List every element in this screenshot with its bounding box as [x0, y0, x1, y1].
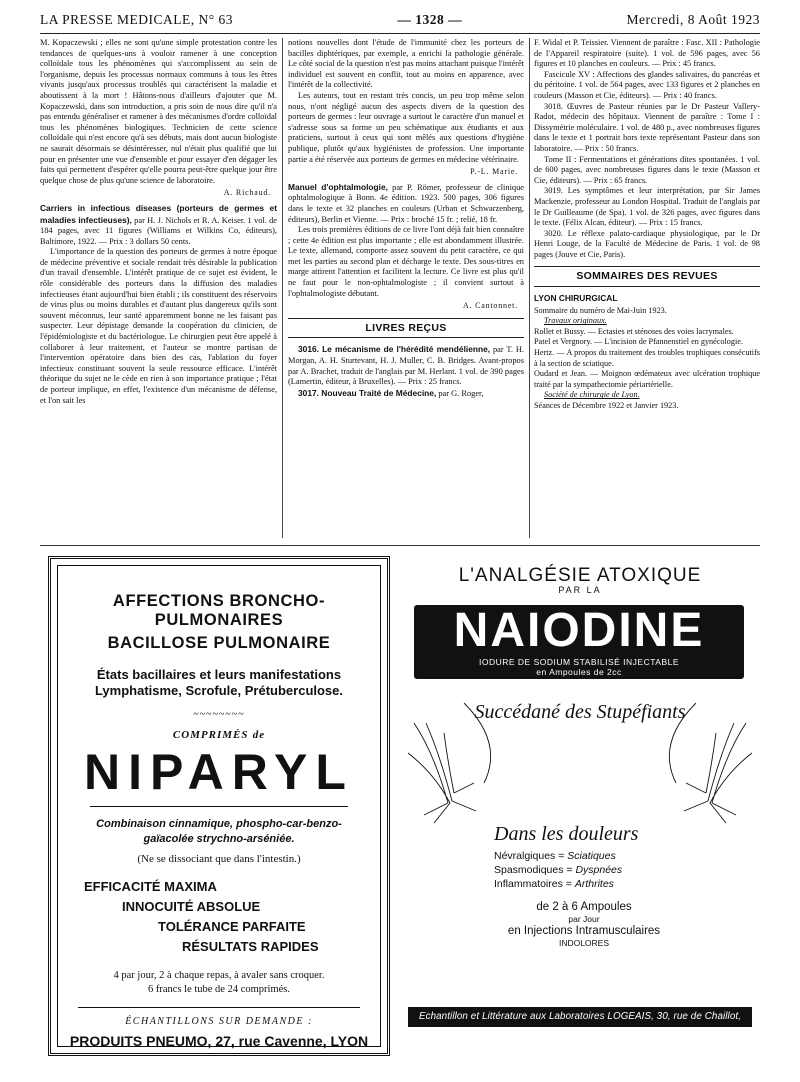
item-title: 3017. Nouveau Traité de Médecine, [298, 387, 437, 398]
page-number: — 1328 — [397, 12, 463, 27]
naiodine-tagline: L'ANALGÉSIE ATOXIQUE [458, 565, 702, 586]
book-title: Manuel d'ophtalmologie, [288, 181, 388, 192]
niparyl-rule [78, 1007, 360, 1008]
niparyl-composition: Combinaison cinnamique, phospho-car-benzo- [96, 818, 342, 830]
ads-divider [40, 545, 760, 546]
lyon-subheading: Travaux originaux. [544, 316, 607, 326]
item-info: par T. H. Morgan, A. H. Sturtevant, H. J. Muller, C. B. Bridges. Avant-propos par A. Brachet, traduit de l'anglais par M. Herlant. 1 vol. de 390 pages (Lamertin, éditeur, à Bruxelles). — Prix : 25 francs. [288, 345, 524, 387]
niparyl-claim: RÉSULTATS RAPIDES [182, 939, 319, 954]
niparyl-composition: gaïacolée strychno-arséniée. [143, 833, 295, 845]
niparyl-rule [90, 806, 348, 807]
review-signature: P.-L. Marie. [470, 167, 518, 177]
book-listing: 3018. Œuvres de Pasteur réunies par le Dr Pasteur Vallery-Radot, médecin des hôpitaux. Viennent de paraître : Tome I : Dissymétrie moléculaire. 1 vol. de 480 p., avec nombreuses figures dans le texte et 1 portrait hors texte représentant Pasteur dans son laboratoire. — Prix : 50 francs. [534, 101, 760, 153]
lyon-subheading: Société de chirurgie de Lyon. [544, 390, 640, 400]
niparyl-note: (Ne se dissociant que dans l'intestin.) [137, 853, 301, 865]
naiodine-parla: PAR LA [558, 585, 602, 595]
naiodine-subtitle: Succédané des Stupéfiants [474, 701, 686, 723]
journal-name: LA PRESSE MEDICALE, N° 63 [40, 12, 234, 27]
column-2 [288, 38, 524, 538]
page-header [40, 10, 760, 30]
lyon-summary: Sommaire du numéro de Mai-Juin 1923. [534, 305, 667, 315]
review-paragraph: notions nouvelles dont l'étude de l'immunité chez les porteurs de bacilles diphtériques, par exemple, a enrichi la pathologie générale. Le côté social de la question n'est pas moins attachant puisque l'intérêt individuel est souvent en conflit, tout au moins en apparence, avec l'intérêt de la collectivité. [288, 38, 524, 90]
niparyl-claim: INNOCUITÉ ABSOLUE [122, 899, 261, 914]
book-title: Carriers in infectious diseases (porteurs de germes et maladies infectieuses), [40, 202, 277, 225]
review-paragraph: M. Kopaczewski ; elles ne sont qu'une simple protestation contre les tendances de quelques-uns à vouloir ramener à une conception colloïdale tous les phénomènes qui s'accomplissent au sein de l'organisme, depuis les processus normaux communs à tous les êtres vivants jusqu'aux processus troublés qui caractérisent la maladie et aboutissent à la mort ! Hâtons-nous d'ailleurs d'ajouter que M. Kopaczewski, dans son introduction, a pris soin de nous dire qu'il n'a pas entendu généraliser et ramener à des mécanismes d'ordre colloïdal tous les phénomènes biologiques. Technicien de cette science colloïdale qui n'est encore qu'à ses débuts, mais dont aucun biologiste ne saurait désormais se désintéresser, nul n'était plus qualifié que lui pour en présenter une vue d'ensemble et pour essayer d'en dégager les faits qui permettent d'espérer qu'elle pourra peut-être quelque jour être quelque chose de plus qu'une science de laboratoire. [40, 38, 277, 185]
section-heading-sommaires: SOMMAIRES DES REVUES [534, 266, 760, 287]
column-3 [534, 38, 760, 538]
header-rule [40, 33, 760, 34]
lyon-entry: Hertz. — A propos du traitement des troubles trophiques consécutifs à la section de sciatique. [534, 348, 760, 368]
wavy-divider: ~~~~~~~~ [193, 709, 245, 720]
niparyl-producer: PRODUITS PNEUMO, 27, rue Cavenne, LYON [69, 1033, 369, 1049]
naiodine-advertisement [404, 565, 756, 1042]
niparyl-indication: États bacillaires et leurs manifestations [96, 667, 342, 682]
book-listing: F. Widal et P. Teissier. Viennent de paraître : Fasc. XII : Pathologie de l'Appareil respiratoire (suite). 1 vol. de 596 pages, avec 56 figures et 10 planches en couleurs. — Prix : 45 francs. [534, 38, 760, 69]
niparyl-claim: TOLÉRANCE PARFAITE [158, 919, 306, 934]
column-1 [40, 38, 277, 538]
niparyl-price: 6 francs le tube de 24 comprimés. [148, 984, 290, 995]
lyon-entry: Séances de Décembre 1922 et Janvier 1923. [534, 401, 679, 410]
review-paragraph: L'importance de la question des porteurs de germes à notre époque de médecine préventive et sociale rendait très désirable la publication d'un travail d'ensemble. L'intérêt pratique de ce sujet est évident, le rôle considérable des porteurs dans la diffusion des maladies infectieuses étant aujourd'hui bien établi ; ils constituent des réservoirs de virus plus ou moins durables et d'autant plus dangereux qu'ils sont souvent méconnus, leur santé apparemment bonne ne les faisant pas suspecter. Leur dépistage demande la coopération du clinicien, de l'épidémiologiste et du bactériologue. Le chirurgien peut être appelé à collaborer à leur traitement, et l'auteur se montre partisan de l'intervention opératoire dans bien des cas, l'ablation du foyer infectieux constituant souvent la seule ressource efficace. L'intérêt théorique du sujet ne le cède en rien à son importance pratique ; l'état de porteur implique, en effet, l'existence d'un mécanisme de défense, et l'on sait les [40, 247, 277, 405]
naiodine-dosage: de 2 à 6 Ampoules par Jour en Injections Intramusculaires INDOLORES [507, 901, 661, 948]
book-listing: Tome II : Fermentations et générations dites spontanées. 1 vol. de 600 pages, avec nombreuses figures dans le texte (Masson et Cie, éditeurs). — Prix : 65 francs. [534, 154, 760, 185]
item-title: 3016. Le mécanisme de l'hérédité mendélienne, [298, 344, 491, 355]
naiodine-ampoules: en Ampoules de 2cc [536, 667, 622, 677]
lyon-entry: Oudard et Jean. — Moignon œdémateux avec ulcération trophique traité par la sympathectomie périartérielle. [534, 369, 760, 389]
niparyl-indication: Lymphatisme, Scrofule, Prétuberculose. [94, 683, 344, 698]
review-signature: A. Richaud. [223, 188, 271, 198]
review-paragraph: Les auteurs, tout en restant très concis, un peu trop même selon nous, n'ont négligé aucun des aspects divers de la question des porteurs de germes : leur ouvrage a surtout le caractère d'un manuel et s'adresse sous sa forme un peu schématique aux étudiants et aux praticiens, surtout à ceux qui sont mêlés aux questions d'hygiène publique, plutôt qu'aux hygiénistes de profession. Une importante partie a été réservée aux porteurs de germes en médecine vétérinaire. [288, 90, 524, 164]
review-paragraph: Les trois premières éditions de ce livre l'ont déjà fait bien connaître ; cette 4e édition est plus importante ; elle est abondamment illustrée. Le texte, allemand, comporte assez souvent du petit caractère, ce qui met les parties au second plan et décharge le texte. Des sous-titres en marge attirent l'attention et facilitent la lecture. Ce livre est plus qu'il ne faut pour le non-ophtalmologiste ; il convient surtout à l'ophtalmologiste débutant. [288, 225, 524, 298]
niparyl-heading-1: AFFECTIONS BRONCHO-PULMONAIRES [112, 592, 326, 629]
niparyl-brand: NIPARYL [84, 744, 354, 800]
column-divider [529, 38, 530, 538]
nerve-illustration [404, 683, 756, 833]
book-info: par H. J. Nichols et R. A. Keiser. 1 vol. de 184 pages, avec 11 figures (Williams et Wilkins Co, éditeurs), Baltimore, 1922. — Prix : 3 dollars 50 cents. [40, 215, 277, 246]
book-info: par P. Römer, professeur de clinique ophtalmologique à Bonn. 4e édition. 1923. 500 pages, 306 figures dans le texte et 32 planches en couleurs (Urban et Schwarzenberg, éditeurs), Berlin et Vienne. — Prix : broché 15 fr. ; relié, 18 fr. [288, 182, 524, 224]
section-heading-livres-recus: LIVRES REÇUS [288, 318, 524, 339]
naiodine-douleurs: Dans les douleurs [494, 823, 639, 845]
issue-date: Mercredi, 8 Août 1923 [626, 12, 760, 27]
book-listing: 3019. Les symptômes et leur interprétation, par Sir James Mackenzie, professeur au London Hospital. Traduit de l'anglais par le Dr Guilleaume (de Spa). 1 vol. de 326 pages, avec figures dans le texte. (Félix Alcan, éditeur). — Prix : 15 francs. [534, 186, 760, 228]
niparyl-claim: EFFICACITÉ MAXIMA [84, 879, 217, 894]
naiodine-brand: NAIODINE [453, 604, 705, 657]
niparyl-inner-frame [57, 565, 381, 1047]
book-listing: 3020. Le réflexe palato-cardiaque physiologique, par le Dr Henri Louge, de la Faculté de Médecine de Paris. 1 vol. de 98 pages (Jouve et Cie, Paris). [534, 228, 760, 259]
naiodine-composition: IODURE DE SODIUM STABILISÉ INJECTABLE [478, 657, 680, 667]
lyon-entry: Rollet et Bussy. — Ectasies et sténoses des voies lacrymales. [534, 326, 734, 336]
niparyl-heading-2: BACILLOSE PULMONAIRE [107, 634, 331, 652]
niparyl-advertisement [48, 556, 390, 1056]
naiodine-banner [414, 605, 744, 679]
article-columns [40, 38, 760, 538]
niparyl-samples: ÉCHANTILLONS SUR DEMANDE : [125, 1016, 313, 1027]
naiodine-indications: Névralgiques = Sciatiques Spasmodiques = Dyspnées Inflammatoires = Arthrites [494, 850, 623, 890]
column-divider [282, 38, 283, 538]
lyon-entry: Patel et Vergnory. — L'incision de Pfannenstiel en gynécologie. [534, 337, 743, 347]
naiodine-footer: Echantillon et Littérature aux Laboratoires LOGEAIS, 30, rue de Chaillot, PARIS 16e [408, 1007, 752, 1027]
review-signature: A. Cantonnet. [462, 301, 518, 311]
item-info: par G. Roger, [438, 388, 484, 398]
niparyl-dosage: 4 par jour, 2 à chaque repas, à avaler sans croquer. [113, 970, 325, 981]
journal-title-lyon: LYON CHIRURGICAL [534, 293, 618, 304]
niparyl-comprimes: COMPRIMÉS de [172, 729, 266, 741]
book-listing: Fascicule XV : Affections des glandes salivaires, du pancréas et du péritoine. 1 vol. de 564 pages, avec 133 figures et 2 planches en couleurs (Masson et Cie, éditeurs). — Prix : 40 francs. [534, 69, 760, 100]
